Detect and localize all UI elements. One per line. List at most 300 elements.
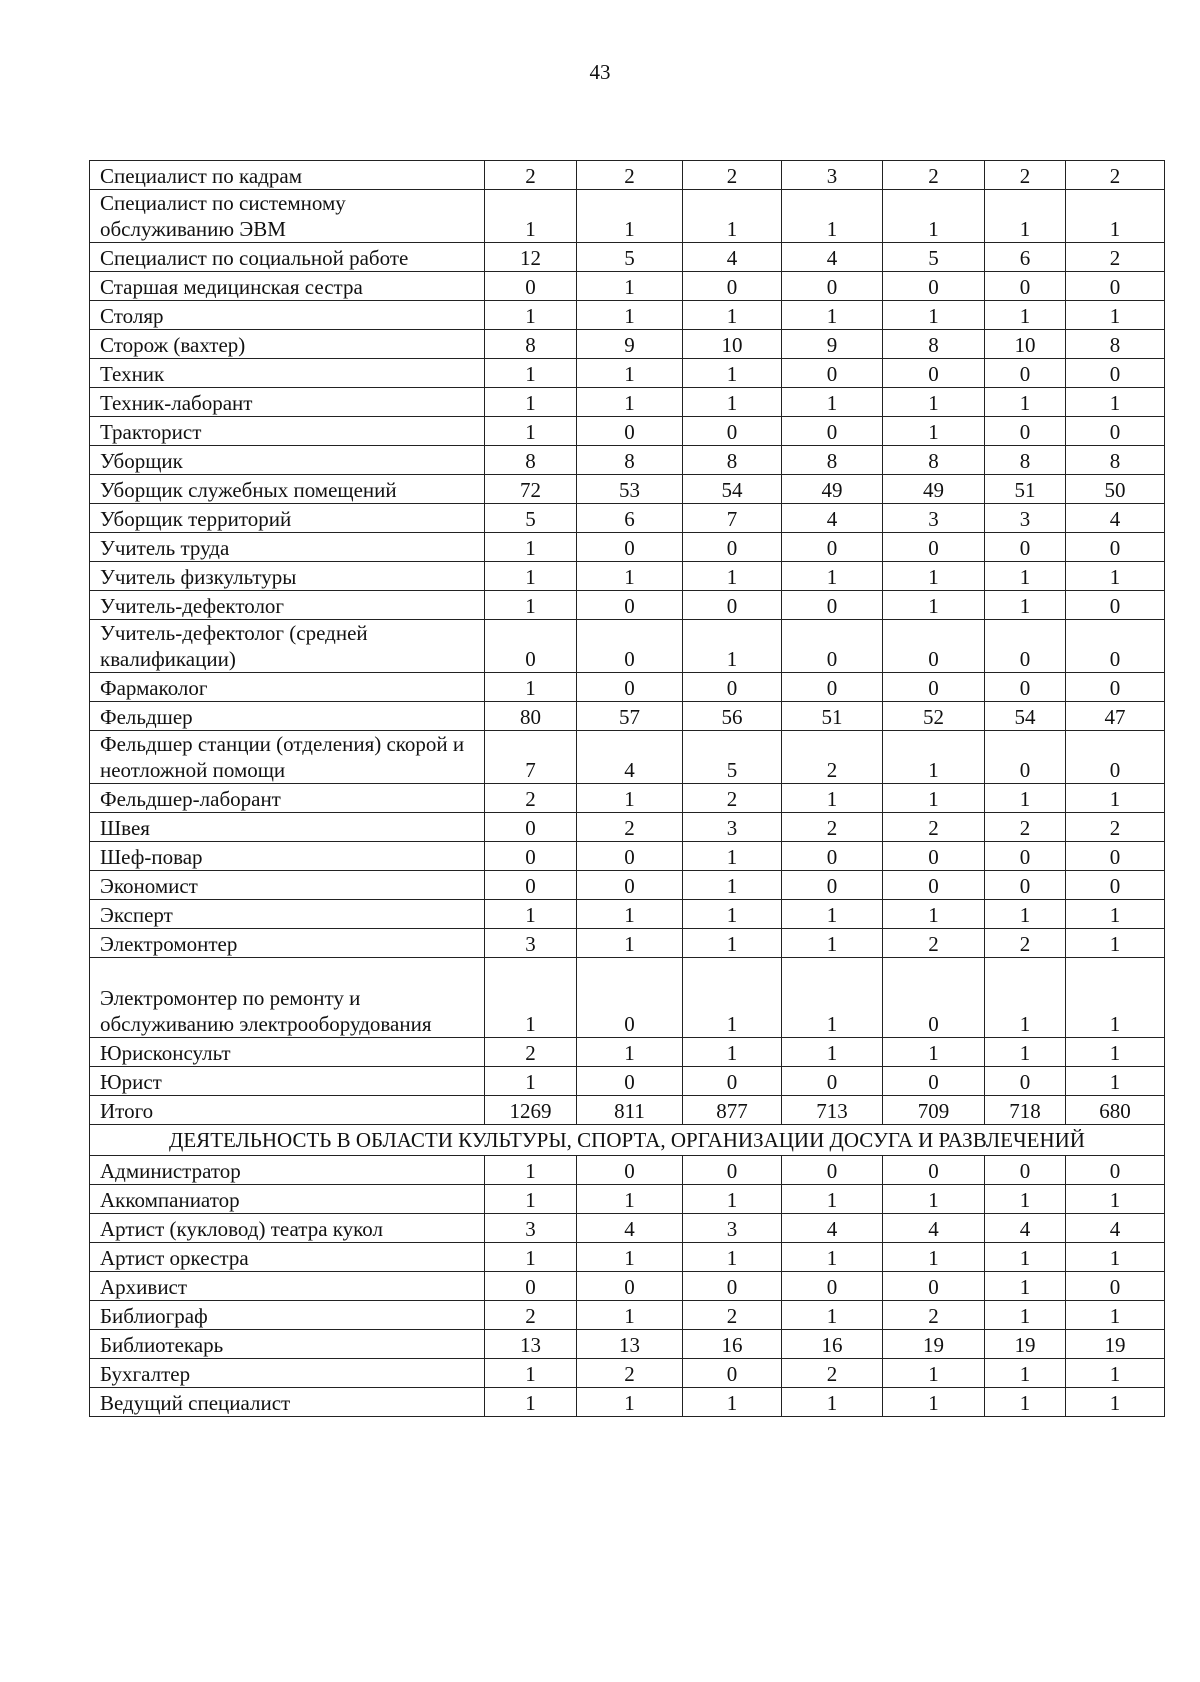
table-row: [90, 871, 1165, 900]
cell-value: 0: [683, 591, 782, 620]
cell-value: 1: [782, 784, 883, 813]
section-row: [90, 1125, 1165, 1156]
cell-value: 4: [883, 1214, 985, 1243]
cell-value: 0: [782, 842, 883, 871]
cell-value: 19: [985, 1330, 1066, 1359]
cell-value: 0: [683, 673, 782, 702]
cell-value: 1: [485, 1156, 577, 1185]
cell-value: 53: [577, 475, 683, 504]
cell-value: 0: [683, 1156, 782, 1185]
cell-value: 5: [883, 243, 985, 272]
cell-value: 5: [577, 243, 683, 272]
row-label: Аккомпаниатор: [90, 1185, 485, 1214]
cell-value: 1: [485, 301, 577, 330]
cell-value: 1: [485, 1185, 577, 1214]
row-label: Библиотекарь: [90, 1330, 485, 1359]
row-label: Уборщик: [90, 446, 485, 475]
table-row: [90, 475, 1165, 504]
cell-value: 1: [985, 1301, 1066, 1330]
cell-value: 1: [485, 1243, 577, 1272]
cell-value: 0: [1066, 620, 1165, 673]
cell-value: 0: [883, 958, 985, 1038]
cell-value: 1: [782, 1185, 883, 1214]
cell-value: 0: [883, 1272, 985, 1301]
cell-value: 2: [985, 161, 1066, 190]
cell-value: 16: [683, 1330, 782, 1359]
cell-value: 10: [683, 330, 782, 359]
cell-value: 1: [577, 1185, 683, 1214]
cell-value: 10: [985, 330, 1066, 359]
cell-value: 13: [485, 1330, 577, 1359]
cell-value: 8: [1066, 330, 1165, 359]
cell-value: 1: [683, 620, 782, 673]
cell-value: 2: [883, 1301, 985, 1330]
cell-value: 0: [577, 842, 683, 871]
cell-value: 0: [883, 359, 985, 388]
cell-value: 1: [1066, 1388, 1165, 1417]
table-row: [90, 1330, 1165, 1359]
cell-value: 0: [1066, 533, 1165, 562]
row-label: Техник: [90, 359, 485, 388]
cell-value: 0: [1066, 673, 1165, 702]
cell-value: 1: [1066, 301, 1165, 330]
cell-value: 0: [883, 1156, 985, 1185]
row-label: Юрисконсульт: [90, 1038, 485, 1067]
table-row: [90, 1038, 1165, 1067]
cell-value: 9: [782, 330, 883, 359]
cell-value: 4: [577, 1214, 683, 1243]
cell-value: 56: [683, 702, 782, 731]
cell-value: 0: [577, 417, 683, 446]
cell-value: 1: [782, 301, 883, 330]
cell-value: 1: [985, 591, 1066, 620]
cell-value: 2: [1066, 243, 1165, 272]
table-row: [90, 504, 1165, 533]
cell-value: 1: [485, 591, 577, 620]
cell-value: 1: [683, 842, 782, 871]
table-row: [90, 1388, 1165, 1417]
cell-value: 8: [485, 446, 577, 475]
page-number: 43: [589, 60, 611, 84]
cell-value: 1: [883, 190, 985, 243]
row-label: Учитель-дефектолог (средней квалификации): [90, 620, 485, 673]
table-row: [90, 784, 1165, 813]
table-row: [90, 1272, 1165, 1301]
table-row: [90, 813, 1165, 842]
cell-value: 1: [683, 1038, 782, 1067]
cell-value: 4: [782, 243, 883, 272]
cell-value: 0: [683, 1272, 782, 1301]
cell-value: 1: [1066, 929, 1165, 958]
cell-value: 52: [883, 702, 985, 731]
cell-value: 1: [883, 388, 985, 417]
cell-value: 0: [985, 673, 1066, 702]
cell-value: 8: [683, 446, 782, 475]
cell-value: 0: [485, 813, 577, 842]
cell-value: 1: [985, 1038, 1066, 1067]
row-label: Артист оркестра: [90, 1243, 485, 1272]
cell-value: 1: [782, 1301, 883, 1330]
row-label: Фельдшер-лаборант: [90, 784, 485, 813]
cell-value: 0: [782, 1067, 883, 1096]
cell-value: 0: [985, 871, 1066, 900]
row-label: Тракторист: [90, 417, 485, 446]
cell-value: 0: [985, 1067, 1066, 1096]
cell-value: 2: [883, 929, 985, 958]
row-label: Бухгалтер: [90, 1359, 485, 1388]
cell-value: 1: [782, 929, 883, 958]
cell-value: 1: [683, 562, 782, 591]
cell-value: 0: [782, 673, 883, 702]
cell-value: 0: [577, 1067, 683, 1096]
cell-value: 1: [1066, 1067, 1165, 1096]
cell-value: 709: [883, 1096, 985, 1125]
row-label: Артист (кукловод) театра кукол: [90, 1214, 485, 1243]
cell-value: 1: [577, 900, 683, 929]
cell-value: 1: [683, 900, 782, 929]
cell-value: 0: [1066, 842, 1165, 871]
table-row: [90, 533, 1165, 562]
row-label: Фельдшер станции (отделения) скорой и неотложной помощи: [90, 731, 485, 784]
cell-value: 1: [985, 1359, 1066, 1388]
cell-value: 0: [577, 591, 683, 620]
cell-value: 1: [1066, 1038, 1165, 1067]
cell-value: 1: [485, 533, 577, 562]
table-row: [90, 190, 1165, 243]
cell-value: 5: [485, 504, 577, 533]
table-row: [90, 388, 1165, 417]
cell-value: 0: [1066, 591, 1165, 620]
cell-value: 0: [485, 871, 577, 900]
staff-table: [89, 160, 1165, 1417]
cell-value: 1269: [485, 1096, 577, 1125]
cell-value: 4: [577, 731, 683, 784]
cell-value: 1: [883, 1359, 985, 1388]
cell-value: 0: [985, 417, 1066, 446]
row-label: Итого: [90, 1096, 485, 1125]
cell-value: 1: [985, 562, 1066, 591]
table-row: [90, 702, 1165, 731]
cell-value: 877: [683, 1096, 782, 1125]
cell-value: 51: [985, 475, 1066, 504]
cell-value: 12: [485, 243, 577, 272]
cell-value: 1: [883, 1243, 985, 1272]
row-label: Сторож (вахтер): [90, 330, 485, 359]
cell-value: 1: [683, 301, 782, 330]
cell-value: 1: [883, 784, 985, 813]
row-label: Экономист: [90, 871, 485, 900]
cell-value: 1: [883, 1038, 985, 1067]
cell-value: 0: [683, 1359, 782, 1388]
row-label: Ведущий специалист: [90, 1388, 485, 1417]
cell-value: 2: [577, 1359, 683, 1388]
cell-value: 0: [883, 620, 985, 673]
cell-value: 1: [683, 929, 782, 958]
cell-value: 2: [485, 1301, 577, 1330]
row-label: Техник-лаборант: [90, 388, 485, 417]
cell-value: 0: [1066, 272, 1165, 301]
cell-value: 51: [782, 702, 883, 731]
cell-value: 1: [985, 1243, 1066, 1272]
cell-value: 2: [985, 813, 1066, 842]
cell-value: 0: [577, 958, 683, 1038]
cell-value: 4: [985, 1214, 1066, 1243]
cell-value: 1: [985, 958, 1066, 1038]
table-row: [90, 1359, 1165, 1388]
cell-value: 2: [577, 813, 683, 842]
cell-value: 47: [1066, 702, 1165, 731]
cell-value: 1: [985, 900, 1066, 929]
cell-value: 1: [577, 562, 683, 591]
table-row: [90, 1067, 1165, 1096]
table-row: [90, 958, 1165, 1038]
cell-value: 2: [485, 161, 577, 190]
cell-value: 811: [577, 1096, 683, 1125]
cell-value: 1: [985, 388, 1066, 417]
cell-value: 1: [782, 900, 883, 929]
cell-value: 1: [985, 784, 1066, 813]
cell-value: 1: [1066, 1359, 1165, 1388]
cell-value: 8: [782, 446, 883, 475]
row-label: Архивист: [90, 1272, 485, 1301]
cell-value: 1: [985, 190, 1066, 243]
cell-value: 0: [985, 533, 1066, 562]
cell-value: 0: [782, 533, 883, 562]
table-row: [90, 1243, 1165, 1272]
cell-value: 0: [577, 620, 683, 673]
table-row: [90, 301, 1165, 330]
cell-value: 1: [883, 731, 985, 784]
cell-value: 1: [683, 1388, 782, 1417]
cell-value: 19: [883, 1330, 985, 1359]
cell-value: 0: [883, 871, 985, 900]
cell-value: 1: [1066, 190, 1165, 243]
cell-value: 0: [1066, 359, 1165, 388]
cell-value: 1: [985, 1272, 1066, 1301]
cell-value: 1: [577, 301, 683, 330]
cell-value: 1: [577, 1243, 683, 1272]
cell-value: 16: [782, 1330, 883, 1359]
cell-value: 1: [782, 562, 883, 591]
cell-value: 54: [683, 475, 782, 504]
cell-value: 6: [577, 504, 683, 533]
cell-value: 1: [1066, 1301, 1165, 1330]
cell-value: 3: [782, 161, 883, 190]
cell-value: 1: [883, 301, 985, 330]
cell-value: 0: [782, 591, 883, 620]
cell-value: 718: [985, 1096, 1066, 1125]
table-row: [90, 673, 1165, 702]
cell-value: 5: [683, 731, 782, 784]
cell-value: 7: [683, 504, 782, 533]
row-label: Администратор: [90, 1156, 485, 1185]
cell-value: 0: [1066, 1156, 1165, 1185]
cell-value: 1: [883, 562, 985, 591]
table-row: [90, 929, 1165, 958]
cell-value: 0: [883, 272, 985, 301]
row-label: Учитель-дефектолог: [90, 591, 485, 620]
cell-value: 1: [485, 562, 577, 591]
cell-value: 4: [782, 1214, 883, 1243]
row-label: Швея: [90, 813, 485, 842]
row-label: Библиограф: [90, 1301, 485, 1330]
cell-value: 1: [883, 1388, 985, 1417]
cell-value: 0: [985, 359, 1066, 388]
row-label: Шеф-повар: [90, 842, 485, 871]
cell-value: 0: [782, 359, 883, 388]
cell-value: 0: [485, 842, 577, 871]
cell-value: 2: [683, 784, 782, 813]
cell-value: 4: [1066, 504, 1165, 533]
table-row: [90, 1214, 1165, 1243]
cell-value: 2: [683, 1301, 782, 1330]
cell-value: 680: [1066, 1096, 1165, 1125]
cell-value: 2: [683, 161, 782, 190]
cell-value: 0: [1066, 417, 1165, 446]
cell-value: 50: [1066, 475, 1165, 504]
cell-value: 1: [485, 417, 577, 446]
row-label: Учитель труда: [90, 533, 485, 562]
cell-value: 1: [985, 1388, 1066, 1417]
row-label: Электромонтер: [90, 929, 485, 958]
cell-value: 0: [782, 871, 883, 900]
cell-value: 54: [985, 702, 1066, 731]
cell-value: 57: [577, 702, 683, 731]
cell-value: 1: [1066, 900, 1165, 929]
cell-value: 1: [883, 900, 985, 929]
cell-value: 1: [485, 1067, 577, 1096]
cell-value: 2: [985, 929, 1066, 958]
cell-value: 0: [985, 1156, 1066, 1185]
cell-value: 1: [577, 929, 683, 958]
row-label: Столяр: [90, 301, 485, 330]
cell-value: 0: [883, 1067, 985, 1096]
cell-value: 0: [577, 673, 683, 702]
cell-value: 49: [782, 475, 883, 504]
cell-value: 1: [683, 958, 782, 1038]
cell-value: 0: [985, 272, 1066, 301]
table-row: [90, 591, 1165, 620]
row-label: Фельдшер: [90, 702, 485, 731]
cell-value: 8: [883, 446, 985, 475]
cell-value: 1: [577, 1388, 683, 1417]
cell-value: 4: [683, 243, 782, 272]
cell-value: 1: [1066, 1243, 1165, 1272]
cell-value: 0: [985, 620, 1066, 673]
cell-value: 2: [782, 731, 883, 784]
cell-value: 0: [683, 417, 782, 446]
cell-value: 13: [577, 1330, 683, 1359]
cell-value: 19: [1066, 1330, 1165, 1359]
cell-value: 0: [485, 620, 577, 673]
cell-value: 1: [782, 1388, 883, 1417]
table-row: [90, 243, 1165, 272]
table-row: [90, 1096, 1165, 1125]
cell-value: 0: [1066, 731, 1165, 784]
cell-value: 1: [485, 190, 577, 243]
cell-value: 0: [883, 842, 985, 871]
cell-value: 1: [985, 1185, 1066, 1214]
row-label: Электромонтер по ремонту и обслуживанию электрооборудования: [90, 958, 485, 1038]
table-row: [90, 620, 1165, 673]
cell-value: 2: [782, 813, 883, 842]
cell-value: 2: [485, 1038, 577, 1067]
row-label: Учитель физкультуры: [90, 562, 485, 591]
row-label: Фармаколог: [90, 673, 485, 702]
table-row: [90, 1185, 1165, 1214]
cell-value: 1: [782, 1038, 883, 1067]
cell-value: 1: [782, 1243, 883, 1272]
table-row: [90, 161, 1165, 190]
cell-value: 8: [485, 330, 577, 359]
table-row: [90, 359, 1165, 388]
cell-value: 8: [883, 330, 985, 359]
cell-value: 3: [683, 1214, 782, 1243]
cell-value: 0: [683, 1067, 782, 1096]
cell-value: 0: [782, 620, 883, 673]
cell-value: 9: [577, 330, 683, 359]
table-row: [90, 562, 1165, 591]
cell-value: 1: [485, 900, 577, 929]
cell-value: 713: [782, 1096, 883, 1125]
cell-value: 0: [1066, 1272, 1165, 1301]
cell-value: 0: [577, 1156, 683, 1185]
cell-value: 1: [883, 591, 985, 620]
cell-value: 72: [485, 475, 577, 504]
table-row: [90, 842, 1165, 871]
cell-value: 1: [683, 1243, 782, 1272]
cell-value: 4: [782, 504, 883, 533]
row-label: Юрист: [90, 1067, 485, 1096]
table-body: [90, 161, 1165, 1417]
cell-value: 1: [782, 190, 883, 243]
cell-value: 8: [1066, 446, 1165, 475]
cell-value: 1: [1066, 1185, 1165, 1214]
cell-value: 3: [485, 1214, 577, 1243]
table-row: [90, 446, 1165, 475]
cell-value: 0: [782, 272, 883, 301]
cell-value: 1: [782, 388, 883, 417]
table-row: [90, 1156, 1165, 1185]
cell-value: 0: [577, 1272, 683, 1301]
row-label: Уборщик территорий: [90, 504, 485, 533]
cell-value: 7: [485, 731, 577, 784]
cell-value: 1: [577, 388, 683, 417]
row-label: Уборщик служебных помещений: [90, 475, 485, 504]
cell-value: 1: [683, 1185, 782, 1214]
table-row: [90, 900, 1165, 929]
cell-value: 1: [577, 359, 683, 388]
table-row: [90, 417, 1165, 446]
cell-value: 2: [1066, 161, 1165, 190]
cell-value: 1: [683, 871, 782, 900]
cell-value: 1: [485, 958, 577, 1038]
cell-value: 0: [985, 842, 1066, 871]
cell-value: 1: [683, 190, 782, 243]
cell-value: 0: [782, 1272, 883, 1301]
cell-value: 1: [1066, 562, 1165, 591]
cell-value: 0: [1066, 871, 1165, 900]
cell-value: 4: [1066, 1214, 1165, 1243]
cell-value: 1: [782, 958, 883, 1038]
cell-value: 1: [577, 1301, 683, 1330]
section-title: ДЕЯТЕЛЬНОСТЬ В ОБЛАСТИ КУЛЬТУРЫ, СПОРТА, ОРГАНИЗАЦИИ ДОСУГА И РАЗВЛЕЧЕНИЙ: [90, 1125, 1165, 1156]
cell-value: 2: [883, 813, 985, 842]
cell-value: 0: [485, 1272, 577, 1301]
cell-value: 1: [577, 784, 683, 813]
cell-value: 1: [883, 417, 985, 446]
cell-value: 3: [985, 504, 1066, 533]
